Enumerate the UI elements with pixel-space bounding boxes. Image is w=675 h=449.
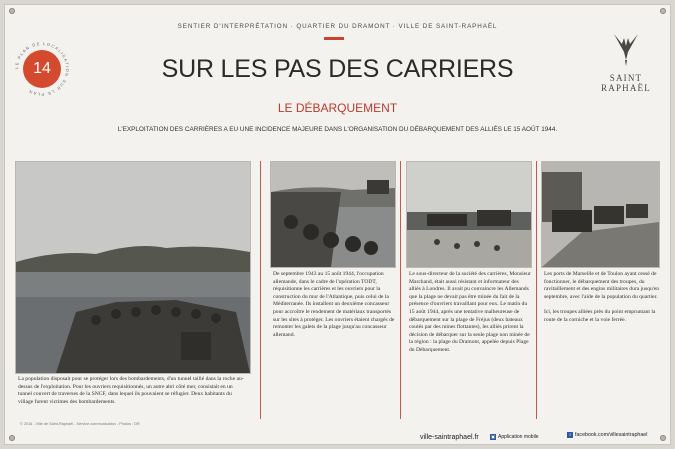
app-icon: ▣ bbox=[491, 434, 495, 439]
photo-coast-landing bbox=[15, 161, 251, 374]
facebook-link[interactable] bbox=[567, 432, 647, 438]
app-link[interactable] bbox=[490, 434, 539, 440]
eagle-icon bbox=[608, 30, 644, 68]
svg-text:LE PLAN DE LOCALISATION SUR LE: LE PLAN DE LOCALISATION SUR LE PLAN bbox=[14, 41, 70, 97]
facebook-icon: f bbox=[567, 432, 573, 438]
saint-raphael-logo bbox=[596, 30, 656, 94]
column-divider bbox=[536, 161, 537, 419]
screw bbox=[660, 435, 666, 441]
photo-road-convoy bbox=[541, 161, 660, 268]
screw bbox=[9, 435, 15, 441]
info-panel bbox=[4, 4, 671, 445]
logo-line2: RAPHAËL bbox=[601, 83, 651, 93]
page-title: SUR LES PAS DES CARRIERS bbox=[161, 55, 514, 83]
caption-photo3: Le sous-directeur de la société des carrières, Monsieur Marchand, était aussi résistant et informateur des alliés à Londres. Il avait pu convaincre les Allemands que la plage ne devait pas être minée du fait de la présence d'ouvriers travaillant pour eux. Le matin du 15 août 1944, après une tentative malheureuse de débarquement sur la plage de Fréjus (deux bateaux coulés par des mines flottantes), les alliés prirent la décision de débarquer sur la seule plage non minée de la région : la plage du Dramont, appelée depuis Plage du Débarquement. bbox=[409, 271, 531, 353]
photo-soldiers-boat bbox=[270, 161, 396, 268]
caption-photo2: De septembre 1943 au 15 août 1944, l'occupation allemande, dans le cadre de l'opération TODT, réquisitionne les carrières et les ouvriers pour la construction du mur de l'Atlantique, puis celui de la Méditerranée. Ils installent un deuxième concasseur pour accroître le rendement de matériaux transportés sur les sites à protéger. Les ouvriers étaient chargés de remonter les galets de la plage jusqu'au concasseur allemand. bbox=[273, 271, 395, 338]
facebook-label: facebook.com/villesaintraphael bbox=[575, 432, 648, 438]
title-accent-bar bbox=[324, 37, 344, 40]
app-label: Application mobile bbox=[498, 434, 539, 440]
trail-line: SENTIER D'INTERPRÉTATION · QUARTIER DU DRAMONT · VILLE DE SAINT-RAPHAËL bbox=[177, 23, 498, 30]
column-divider bbox=[260, 161, 261, 419]
caption-photo4-p2: Ici, les troupes alliées près du point empruntant la route de la corniche et la voie ferrée. bbox=[544, 309, 656, 323]
caption-photo4-p1: Les ports de Marseille et de Toulon ayant cessé de fonctionner, le débarquement des troupes, du ravitaillement et des engins militaires dura jusqu'en septembre, avec l'aide de la population du quartier. bbox=[544, 271, 660, 300]
column-divider bbox=[400, 161, 401, 419]
logo-line1: SAINT bbox=[609, 73, 643, 83]
credits: © 2016 - Ville de Saint-Raphaël - Service communication - Photos : DR bbox=[20, 422, 140, 426]
website-link[interactable]: ville-saintraphael.fr bbox=[420, 434, 479, 441]
intro-text: L'EXPLOITATION DES CARRIÈRES A EU UNE INCIDENCE MAJEURE DANS L'ORGANISATION DU DÉBARQUEMENT DES ALLIÉS LE 15 AOÛT 1944. bbox=[117, 126, 558, 133]
stop-number-badge: 14 bbox=[23, 50, 61, 88]
section-subtitle: LE DÉBARQUEMENT bbox=[277, 101, 398, 115]
caption-photo1: La population disposait pour se protéger lors des bombardements, d'un tunnel taillé dans la roche au-dessus de l'exploitation. Pour les ouvriers requisitionnés, un autre abri côté mer, consistait en un tunnel couvert de traverses de la SNCF, dans lequel ils pouvaient se réfugier. Deux habitants du village furent victimes des bombardements. bbox=[18, 376, 244, 405]
photo-beach-vehicles bbox=[406, 161, 532, 268]
screw bbox=[9, 8, 15, 14]
screw bbox=[660, 8, 666, 14]
